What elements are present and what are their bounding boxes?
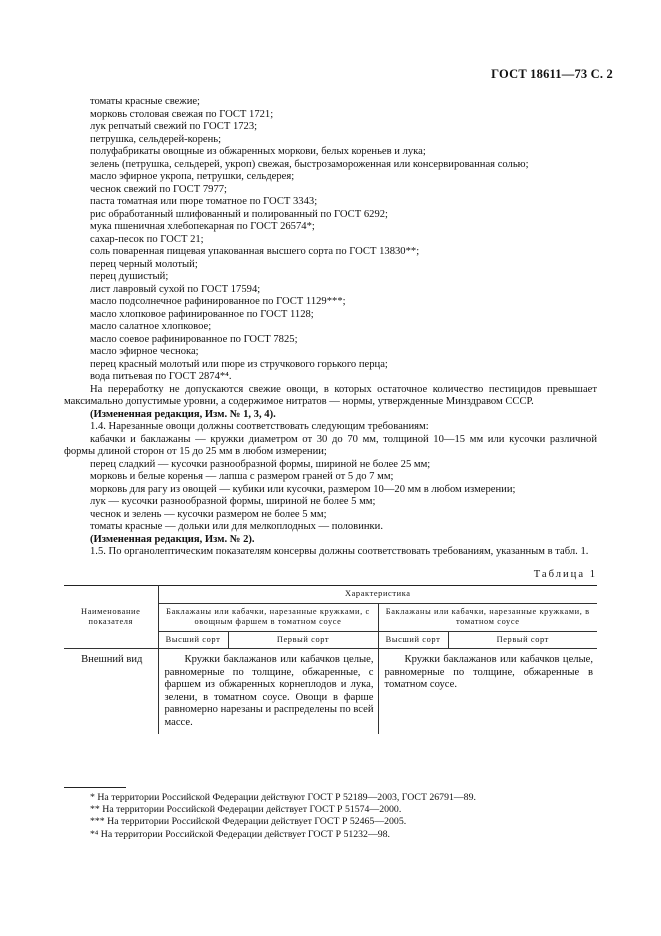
list-item: масло соевое рафинированное по ГОСТ 7825; (90, 333, 298, 345)
list-item: перец красный молотый или пюре из стручкового горького перца; (90, 358, 388, 370)
list-item: мука пшеничная хлебопекарная по ГОСТ 26574*; (90, 221, 315, 232)
page-header: ГОСТ 18611—73 С. 2 (491, 67, 613, 81)
list-item: лист лавровый сухой по ГОСТ 17594; (90, 283, 261, 295)
row-label: Внешний вид (81, 654, 143, 665)
list-item: вода питьевая по ГОСТ 2874*⁴. (90, 371, 232, 382)
list-item: чеснок и зелень — кусочки размером не более 5 мм; (90, 508, 327, 520)
organoleptic-table (64, 585, 597, 734)
list-item: лук репчатый свежий по ГОСТ 1723; (90, 121, 258, 132)
footnote-rule (64, 787, 126, 788)
pesticide-paragraph: На переработку не допускаются свежие овощи, в которых остаточное количество пестицидов превышает максимально допустимые уровни, а содержимое нитратов — нормы, утвержденные Минздравом СССР. (64, 383, 597, 407)
list-item: лук — кусочки разнообразной формы, шириной не более 5 мм; (90, 496, 376, 507)
edition-note: (Измененная редакция, Изм. № 2). (90, 533, 255, 545)
list-item: сахар-песок по ГОСТ 21; (90, 233, 204, 245)
edition-note: (Измененная редакция, Изм. № 1, 3, 4). (90, 408, 276, 420)
grade-high-header: Высший сорт (158, 631, 228, 649)
column-header-characteristic: Характеристика (158, 586, 597, 604)
list-item: морковь столовая свежая по ГОСТ 1721; (90, 108, 274, 120)
footnote: *** На территории Российской Федерации действует ГОСТ Р 52465—2005. (90, 816, 407, 828)
footnote: ** На территории Российской Федерации действует ГОСТ Р 51574—2000. (90, 804, 402, 816)
list-item: перец душистый; (90, 271, 169, 282)
list-item: соль поваренная пищевая упакованная высшего сорта по ГОСТ 13830**; (90, 246, 420, 257)
cell-text: Кружки баклажанов или кабачков целые, равномерные по толщине, обжаренные, с фаршем из обжаренных корнеплодов и лука, зелени, в томатном соусе. Овощи в фарше равномерно нарезаны и распределены по всей массе. (164, 654, 374, 728)
cell-text: Кружки баклажанов или кабачков целые, равномерные по толщине, обжаренные в томатном соусе. (384, 654, 594, 690)
table-caption: Таблица 1 (533, 568, 597, 580)
greens-paragraph: зелень (петрушка, сельдерей, укроп) свежая, быстрозамороженная или консервированная солью; (90, 158, 529, 170)
list-item: перец черный молотый; (90, 258, 198, 270)
list-item: масло эфирное укропа, петрушки, сельдерея; (90, 171, 295, 182)
grade-first-header: Первый сорт (448, 631, 597, 649)
section-heading: 1.4. Нарезанные овощи должны соответствовать следующим требованиям: (90, 421, 429, 432)
list-item: масло салатное хлопковое; (90, 321, 212, 332)
list-item: томаты красные — дольки или для мелкоплодных — половинки. (90, 521, 383, 532)
document-body (64, 96, 597, 734)
column-header-indicator: Наименование показателя (64, 586, 158, 649)
list-item: перец сладкий — кусочки разнообразной формы, шириной не более 25 мм; (90, 458, 431, 470)
footnote: * На территории Российской Федерации действуют ГОСТ Р 52189—2003, ГОСТ 26791—89. (90, 792, 476, 803)
table-cell (378, 649, 597, 735)
section-paragraph: 1.5. По органолептическим показателям консервы должны соответствовать требованиям, указанным в табл. 1. (90, 546, 589, 557)
list-item: томаты красные свежие; (90, 96, 201, 107)
list-item: рис обработанный шлифованный и полированный по ГОСТ 6292; (90, 208, 389, 220)
list-item: масло подсолнечное рафинированное по ГОСТ 1129***; (90, 296, 346, 307)
column-group-plain: Баклажаны или кабачки, нарезанные кружками, в томатном соусе (378, 603, 597, 631)
list-item: морковь и белые коренья — лапша с размером граней от 5 до 7 мм; (90, 471, 394, 482)
list-item: масло хлопковое рафинированное по ГОСТ 1128; (90, 308, 314, 320)
column-group-stuffed: Баклажаны или кабачки, нарезанные кружками, с овощным фаршем в томатном соусе (158, 603, 378, 631)
grade-first-header: Первый сорт (228, 631, 378, 649)
table-cell (158, 649, 378, 735)
list-item: паста томатная или пюре томатное по ГОСТ 3343; (90, 196, 318, 207)
list-item: петрушка, сельдерей-корень; (90, 133, 222, 145)
table-row (64, 649, 597, 735)
list-item: морковь для рагу из овощей — кубики или кусочки, размером 10—20 мм в любом измерении; (90, 483, 516, 495)
footnote: *⁴ На территории Российской Федерации действует ГОСТ Р 51232—98. (90, 828, 390, 840)
zucchini-paragraph: кабачки и баклажаны — кружки диаметром от 30 до 70 мм, толщиной 10—15 мм или кусочки различной формы длиной сторон от 15 до 25 мм в любом измерении; (64, 433, 597, 457)
footnotes (64, 787, 597, 841)
list-item: чеснок свежий по ГОСТ 7977; (90, 183, 227, 195)
grade-high-header: Высший сорт (378, 631, 448, 649)
list-item: полуфабрикаты овощные из обжаренных моркови, белых кореньев и лука; (90, 146, 426, 157)
list-item: масло эфирное чеснока; (90, 346, 199, 357)
